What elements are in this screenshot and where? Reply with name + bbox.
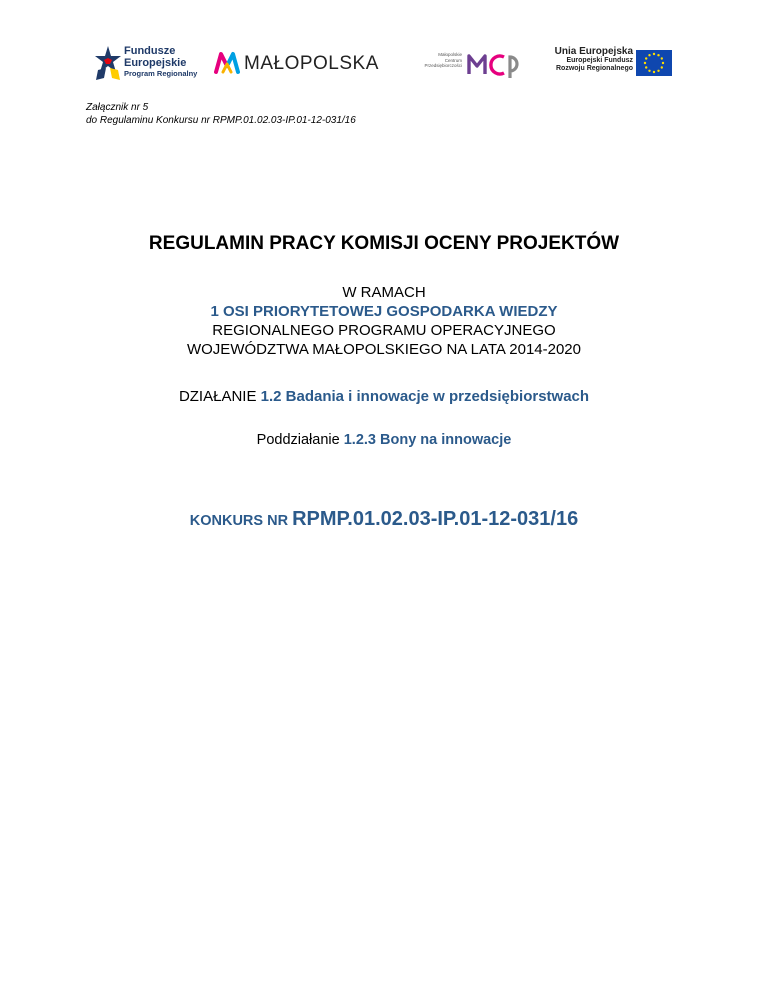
mcp-line3: Przedsiębiorczości [424,63,462,69]
fundusze-europejskie-logo [94,44,204,84]
priority-axis-name: 1 OSI PRIORYTETOWEJ GOSPODARKA WIEDZY [210,303,558,320]
mcp-logo [420,48,540,82]
document-subtitle [0,283,768,359]
action-heading [0,388,768,405]
fe-line3: Program Regionalny [124,69,198,79]
fe-line1: Fundusze [124,45,176,57]
logo-bar [0,40,768,90]
subtitle-prefix: W RAMACH [342,284,426,301]
contest-number: RPMP.01.02.03-IP.01-12-031/16 [292,508,579,530]
contest-heading [0,508,768,531]
contest-prefix: KONKURS NR [189,513,293,529]
malopolska-wordmark: MAŁOPOLSKA [244,53,379,74]
mcp-line2: Centrum [444,57,462,63]
annex-note [86,101,356,127]
action-prefix: DZIAŁANIE [178,388,261,405]
subtitle-line3: WOJEWÓDZTWA MAŁOPOLSKIEGO NA LATA 2014-2020 [186,341,581,358]
subtitle-line1 [0,283,768,321]
subaction-prefix: Poddziałanie [256,432,344,448]
document-title: REGULAMIN PRACY KOMISJI OCENY PROJEKTÓW [148,233,620,254]
ue-line2: Europejski Fundusz [566,57,633,64]
malopolska-logo [214,50,404,80]
annex-line2: do Regulaminu Konkursu nr RPMP.01.02.03-IP.01-12-031/16 [86,115,356,126]
ue-line3: Rozwoju Regionalnego [556,64,633,72]
eu-flag-icon [636,50,672,76]
mcp-line1: Małopolskie [438,52,462,57]
ue-line1: Unia Europejska [554,46,633,57]
subaction-name: 1.2.3 Bony na innowacje [343,432,512,448]
subaction-heading [0,432,768,448]
mcp-mark-icon [466,48,526,82]
annex-line1: Załącznik nr 5 [86,102,149,113]
malopolska-m-icon [214,50,240,76]
subtitle-line2: REGIONALNEGO PROGRAMU OPERACYJNEGO [212,322,556,339]
unia-europejska-logo [535,44,675,84]
action-name: 1.2 Badania i innowacje w przedsiębiorstwach [260,388,590,405]
fe-line2: Europejskie [124,56,187,69]
fundusze-star-icon [94,44,122,82]
